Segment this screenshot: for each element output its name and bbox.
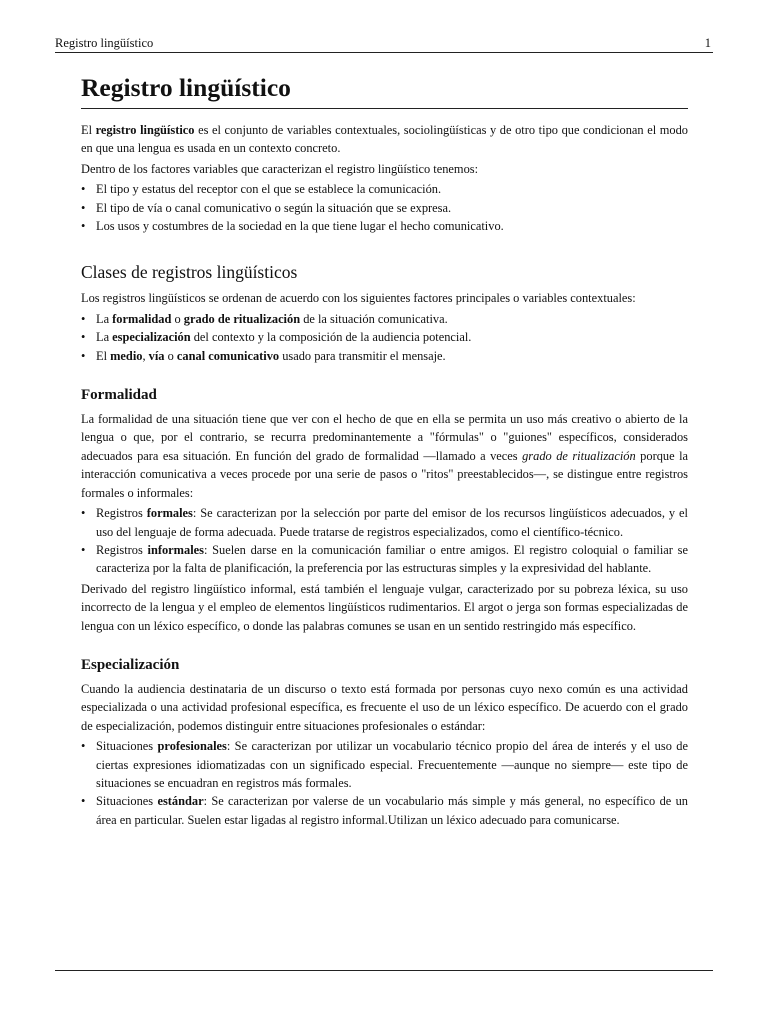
text-run: o — [164, 348, 177, 363]
text-run: Registros — [96, 506, 147, 521]
text-run: , — [142, 348, 149, 363]
bold-term: medio — [110, 348, 143, 363]
formalidad-paragraph — [81, 410, 688, 502]
text-run: es el conjunto de variables contextuales, sociolingüísticas y de otro tipo que condicionan el modo en que una lengua es usada en un contexto concreto. — [81, 123, 689, 156]
especializacion-list — [81, 737, 688, 829]
especializacion-paragraph: Cuando la audiencia destinataria de un discurso o texto está formada por personas cuyo nexo común es una actividad especializada o una actividad profesional específica, es frecuente el uso de un léxico específico. De acuerdo con el grado de especialización, podemos distinguir entre situaciones profesionales o estándar: — [81, 681, 688, 733]
list-item — [81, 541, 688, 578]
text-run: El — [96, 348, 111, 363]
bold-term: especialización — [112, 330, 191, 345]
text-run: usado para transmitir el mensaje. — [279, 348, 446, 363]
text-run: : Se caracterizan por la selección por parte del emisor de los recursos lingüísticos adecuados, y el uso del lenguaje de forma adecuada. Puede tratarse de registros especializados, como el científico-técnico. — [96, 506, 688, 539]
formalidad-list — [81, 504, 688, 578]
footer-divider — [55, 970, 713, 971]
list-item: • El tipo y estatus del receptor con el que se establece la comunicación. — [81, 180, 688, 198]
subsection-heading-especializacion: Especialización — [81, 656, 180, 673]
text-run: Situaciones — [96, 739, 158, 754]
bold-term: informales — [147, 542, 204, 557]
running-title: Registro lingüístico — [55, 36, 154, 50]
vulgar-paragraph: Derivado del registro lingüístico informal, está también el lenguaje vulgar, caracterizado por su pobreza léxica, su uso incorrecto de la lengua y el empleo de elementos lingüísticos rudimentarios. El argot o jerga son formas especializadas de lengua con un léxico específico, o donde las palabras comunes se usan en un sentido restringido más específico. — [81, 581, 688, 633]
list-item: • Los usos y costumbres de la sociedad en la que tiene lugar el hecho comunicativo. — [81, 217, 688, 235]
section-heading-clases: Clases de registros lingüísticos — [81, 262, 298, 283]
text-run: Registros — [96, 542, 148, 557]
text-run: La — [96, 330, 113, 345]
list-item — [81, 328, 688, 346]
list-item — [81, 504, 688, 541]
text-run: La formalidad de una situación tiene que ver con el hecho de que en ella se permita un uso más creativo o abierto de la lengua o que, por el contrario, se recurra predominantemente a "fórmulas" o "guiones" específicos, considerados adecuados para esa situación. En función del grado de formalidad —llamado a veces — [81, 412, 688, 463]
bold-term: estándar — [157, 794, 204, 809]
bold-term: grado de ritualización — [183, 311, 301, 326]
text-run: de la situación comunicativa. — [300, 311, 448, 326]
intro-factors-list — [81, 180, 688, 235]
page-number: 1 — [704, 36, 711, 50]
bold-term: formalidad — [112, 311, 172, 326]
text-run: : Suelen darse en la comunicación familiar o entre amigos. El registro coloquial o familiar se caracteriza por la falta de planificación, la preferencia por las estructuras simples y la expresividad del hablante. — [96, 542, 688, 576]
list-item — [81, 347, 688, 365]
text-run: Situaciones — [96, 794, 158, 809]
bold-term: registro lingüístico — [95, 123, 195, 137]
text-run: o — [171, 311, 184, 326]
text-run: : Se caracterizan por utilizar un vocabulario técnico propio del área de interés y el uso de ciertas expresiones idiomatizadas con un significado especial. Frecuentemente —aunque no siempre— este tipo de situaciones se encuadran en registros más formales. — [96, 739, 688, 790]
list-item — [81, 792, 688, 829]
list-item — [81, 737, 688, 792]
clases-paragraph: Los registros lingüísticos se ordenan de acuerdo con los siguientes factores principales o variables contextuales: — [81, 291, 636, 306]
subsection-heading-formalidad: Formalidad — [81, 387, 157, 404]
list-item: • El tipo de vía o canal comunicativo o según la situación que se expresa. — [81, 199, 688, 217]
italic-term: grado de ritualización — [522, 448, 636, 463]
bold-term: canal comunicativo — [176, 348, 280, 363]
bold-term: profesionales — [157, 739, 227, 754]
page-title: Registro lingüístico — [81, 72, 688, 109]
text-run: La — [96, 311, 113, 326]
text-run: El — [81, 123, 96, 137]
clases-list — [81, 310, 688, 365]
bold-term: vía — [148, 348, 165, 363]
text-run: : Se caracterizan por valerse de un vocabulario más simple y más general, no específico de un área en particular. Suelen estar ligadas al registro informal.Utilizan un léxico adecuado para comunicarse. — [96, 794, 688, 827]
intro-factors-paragraph: Dentro de los factores variables que caracterizan el registro lingüístico tenemos: — [81, 161, 479, 176]
text-run: del contexto y la composición de la audiencia potencial. — [190, 330, 472, 345]
intro-paragraph — [81, 121, 688, 158]
page-header — [55, 36, 713, 53]
bold-term: formales — [146, 506, 193, 521]
list-item — [81, 310, 688, 328]
text-run: porque la interacción comunicativa a veces procede por una serie de pasos o "ritos" preestablecidos—, se distingue entre registros formales o informales: — [81, 448, 689, 500]
article-body — [81, 72, 688, 831]
